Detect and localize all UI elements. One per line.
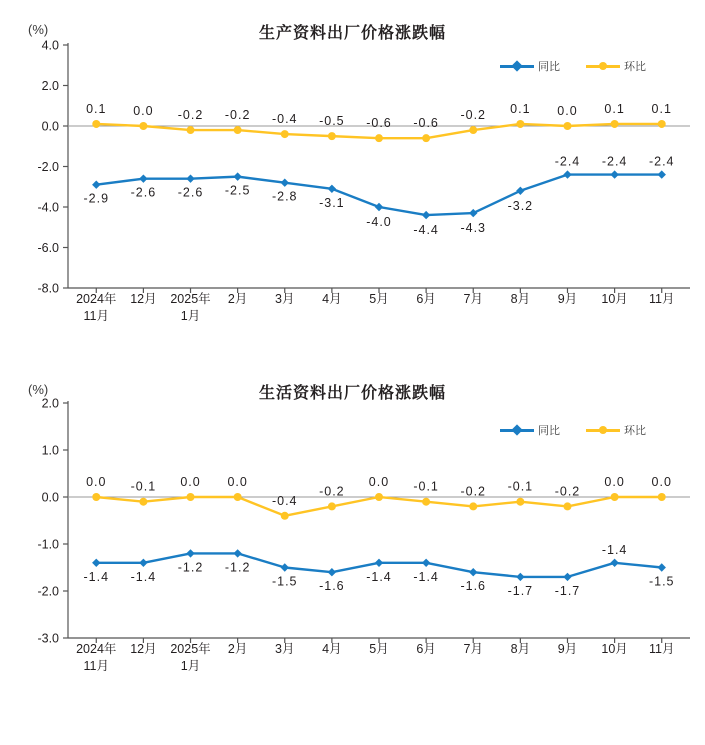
svg-text:-0.4: -0.4: [271, 493, 298, 508]
svg-text:2.0: 2.0: [41, 79, 59, 93]
svg-text:0.0: 0.0: [227, 475, 248, 489]
svg-text:-0.5: -0.5: [319, 114, 345, 129]
chart-producer-goods: [0, 0, 705, 360]
svg-text:-2.4: -2.4: [648, 154, 675, 169]
svg-text:-2.6: -2.6: [130, 185, 157, 200]
svg-text:3月: 3月: [275, 642, 295, 656]
svg-text:2025年: 2025年: [170, 292, 211, 306]
svg-text:-2.0: -2.0: [37, 160, 59, 174]
svg-text:-2.8: -2.8: [271, 189, 298, 204]
svg-text:-6.0: -6.0: [37, 241, 59, 255]
svg-text:10月: 10月: [601, 642, 628, 656]
svg-text:6月: 6月: [416, 642, 436, 656]
svg-text:-0.6: -0.6: [366, 116, 392, 131]
svg-text:8月: 8月: [510, 292, 531, 306]
svg-text:-1.7: -1.7: [507, 583, 534, 598]
legend-label-yoy: 同比: [538, 61, 560, 73]
svg-text:6月: 6月: [416, 292, 436, 306]
svg-text:9月: 9月: [557, 642, 578, 656]
svg-text:-1.7: -1.7: [554, 583, 581, 598]
svg-text:0.0: 0.0: [604, 475, 625, 489]
svg-text:0.0: 0.0: [651, 475, 672, 489]
svg-text:-1.4: -1.4: [601, 542, 628, 557]
svg-text:-4.3: -4.3: [460, 221, 487, 236]
svg-text:-1.2: -1.2: [224, 560, 251, 575]
svg-text:-1.4: -1.4: [130, 569, 157, 584]
svg-text:2025年: 2025年: [170, 642, 211, 656]
svg-text:11月: 11月: [648, 642, 675, 656]
svg-text:11月: 11月: [83, 309, 110, 323]
svg-text:9月: 9月: [557, 292, 578, 306]
svg-text:-2.5: -2.5: [224, 183, 251, 198]
svg-text:-1.2: -1.2: [177, 560, 204, 575]
svg-text:3月: 3月: [275, 292, 295, 306]
svg-text:-0.2: -0.2: [460, 108, 487, 123]
svg-text:-0.1: -0.1: [130, 479, 157, 494]
svg-text:-2.0: -2.0: [37, 584, 59, 599]
svg-text:10月: 10月: [601, 292, 628, 306]
svg-text:0.0: 0.0: [180, 475, 201, 489]
svg-text:2024年: 2024年: [76, 292, 117, 306]
svg-text:-0.2: -0.2: [224, 108, 251, 123]
svg-text:-0.1: -0.1: [507, 479, 534, 494]
svg-text:-0.2: -0.2: [460, 484, 487, 499]
svg-text:-2.9: -2.9: [83, 191, 110, 206]
svg-text:-2.4: -2.4: [554, 154, 581, 169]
svg-text:-1.0: -1.0: [37, 537, 59, 552]
chart-consumer-goods: [0, 360, 705, 745]
svg-text:-3.1: -3.1: [319, 195, 345, 210]
svg-text:12月: 12月: [130, 642, 157, 656]
svg-text:1月: 1月: [180, 309, 201, 323]
svg-text:1月: 1月: [180, 659, 201, 673]
y-axis-unit-label: (%): [28, 22, 49, 37]
legend-label-mom: 环比: [624, 61, 646, 73]
svg-text:-1.6: -1.6: [319, 579, 345, 594]
svg-text:-1.4: -1.4: [83, 569, 110, 584]
svg-text:-0.6: -0.6: [413, 116, 439, 131]
svg-text:0.0: 0.0: [41, 490, 59, 505]
svg-text:-0.4: -0.4: [271, 112, 298, 127]
svg-text:4.0: 4.0: [41, 38, 59, 53]
svg-text:5月: 5月: [369, 292, 389, 306]
svg-text:-4.0: -4.0: [366, 215, 392, 229]
svg-text:0.0: 0.0: [368, 475, 390, 489]
svg-text:4月: 4月: [322, 292, 342, 306]
svg-text:-8.0: -8.0: [37, 281, 59, 296]
svg-text:12月: 12月: [130, 292, 157, 306]
svg-text:0.0: 0.0: [133, 104, 154, 118]
svg-text:-0.2: -0.2: [554, 484, 581, 499]
plot-area-producer-goods: [0, 0, 705, 360]
svg-text:0.1: 0.1: [651, 101, 672, 116]
svg-text:11月: 11月: [83, 659, 110, 673]
svg-text:0.0: 0.0: [557, 104, 578, 118]
svg-text:-0.2: -0.2: [177, 108, 204, 123]
svg-text:2.0: 2.0: [41, 396, 59, 411]
svg-text:-1.5: -1.5: [271, 574, 298, 589]
svg-text:4月: 4月: [322, 642, 342, 656]
svg-text:0.1: 0.1: [86, 101, 107, 116]
svg-text:0.1: 0.1: [604, 101, 625, 116]
svg-text:-2.4: -2.4: [601, 154, 628, 169]
svg-text:0.0: 0.0: [41, 119, 59, 134]
svg-text:2月: 2月: [227, 292, 248, 306]
legend-label-mom: 环比: [624, 425, 646, 437]
svg-text:-0.1: -0.1: [413, 479, 439, 494]
svg-text:5月: 5月: [369, 642, 389, 656]
svg-text:-2.6: -2.6: [177, 185, 204, 200]
svg-text:0.0: 0.0: [86, 475, 107, 489]
svg-text:8月: 8月: [510, 642, 531, 656]
svg-text:1.0: 1.0: [41, 443, 59, 458]
svg-text:-3.2: -3.2: [507, 198, 534, 213]
svg-text:2024年: 2024年: [76, 642, 117, 656]
chart-title-consumer-goods: 生活资料出厂价格涨跌幅: [258, 385, 446, 402]
svg-text:0.1: 0.1: [510, 101, 531, 116]
plot-area-consumer-goods: [0, 360, 705, 745]
svg-text:-1.5: -1.5: [648, 574, 675, 589]
svg-text:7月: 7月: [463, 292, 483, 306]
svg-text:-1.6: -1.6: [460, 579, 487, 594]
svg-text:-1.4: -1.4: [413, 569, 439, 584]
svg-text:-0.2: -0.2: [319, 484, 345, 499]
y-axis-unit-label: (%): [28, 382, 49, 397]
svg-text:-4.0: -4.0: [37, 200, 59, 215]
chart-title-producer-goods: 生产资料出厂价格涨跌幅: [258, 25, 446, 42]
legend-label-yoy: 同比: [538, 425, 560, 437]
svg-text:-3.0: -3.0: [37, 631, 59, 646]
svg-text:11月: 11月: [648, 292, 675, 306]
svg-text:7月: 7月: [463, 642, 483, 656]
svg-text:-4.4: -4.4: [413, 223, 439, 238]
svg-text:-1.4: -1.4: [366, 569, 392, 584]
svg-text:2月: 2月: [227, 642, 248, 656]
